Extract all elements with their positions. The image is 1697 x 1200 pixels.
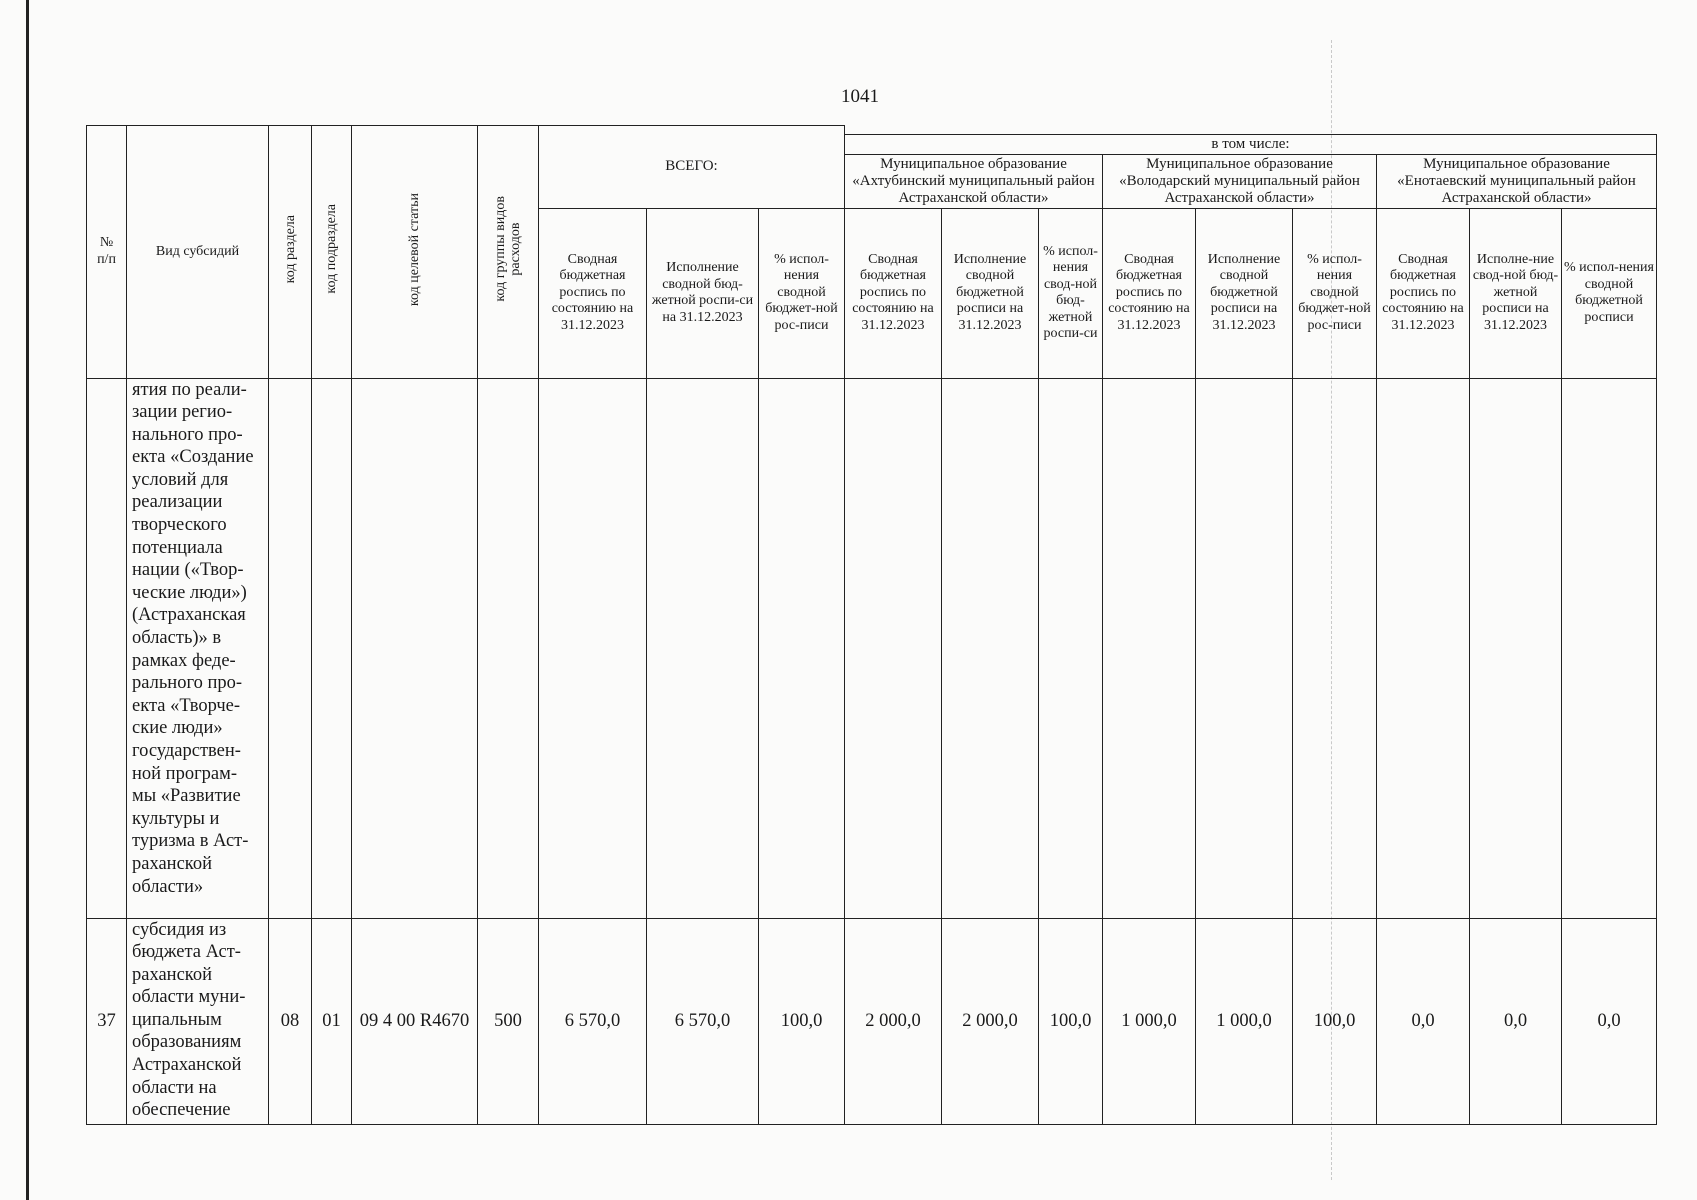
header-municipality-akhtubinsky: Муниципальное образование «Ахтубинский муниципальный район Астраханской области» [845, 154, 1103, 208]
row-akhtubinsky-exec [942, 378, 1039, 918]
row-akhtubinsky-exec: 2 000,0 [942, 918, 1039, 1124]
row-total-plan: 6 570,0 [539, 918, 647, 1124]
header-volodarsky-pct: % испол-нения сводной бюджет-ной рос-писи [1293, 208, 1377, 378]
row-enotaevsky-exec: 0,0 [1470, 918, 1562, 1124]
row-total-exec: 6 570,0 [647, 918, 759, 1124]
row-enotaevsky-exec [1470, 378, 1562, 918]
row-target-code [352, 378, 478, 918]
table-row [87, 918, 1657, 1124]
table-row [87, 378, 1657, 918]
header-spacer [845, 126, 1657, 135]
header-total-plan: Сводная бюджетная роспись по состоянию на 31.12.2023 [539, 208, 647, 378]
row-volodarsky-exec: 1 000,0 [1196, 918, 1293, 1124]
row-akhtubinsky-plan [845, 378, 942, 918]
header-total-pct: % испол-нения сводной бюджет-ной рос-писи [759, 208, 845, 378]
header-enotaevsky-plan: Сводная бюджетная роспись по состоянию на 31.12.2023 [1377, 208, 1470, 378]
header-total-exec: Исполнение сводной бюд-жетной роспи-си на 31.12.2023 [647, 208, 759, 378]
header-subsection-code: код подраздела [312, 126, 352, 379]
header-volodarsky-exec: Исполнение сводной бюджетной росписи на 31.12.2023 [1196, 208, 1293, 378]
header-total: ВСЕГО: [539, 126, 845, 209]
row-num [87, 378, 127, 918]
row-target-code: 09 4 00 R4670 [352, 918, 478, 1124]
row-volodarsky-plan [1103, 378, 1196, 918]
header-enotaevsky-exec: Исполне-ние свод-ной бюд-жетной росписи на 31.12.2023 [1470, 208, 1562, 378]
row-subsidy-name: ятия по реали- зации регио- нального про- екта «Создание условий для реализации творческого потенциала нации («Твор- ческие люди») (Астраханская область)» в рамках феде- рального про- екта «Творче- ские люди» государствен- ной програм- мы «Развитие культуры и туризма в Аст- раханской области» [127, 378, 269, 918]
header-akhtubinsky-exec: Исполнение сводной бюджетной росписи на 31.12.2023 [942, 208, 1039, 378]
row-total-plan [539, 378, 647, 918]
header-akhtubinsky-pct: % испол-нения свод-ной бюд-жетной роспи-си [1039, 208, 1103, 378]
header-volodarsky-plan: Сводная бюджетная роспись по состоянию на 31.12.2023 [1103, 208, 1196, 378]
header-target-code: код целевой статьи [352, 126, 478, 379]
row-subsection-code [312, 378, 352, 918]
row-enotaevsky-pct [1562, 378, 1657, 918]
row-akhtubinsky-plan: 2 000,0 [845, 918, 942, 1124]
header-section-code: код раздела [269, 126, 312, 379]
header-enotaevsky-pct: % испол-нения сводной бюджетной росписи [1562, 208, 1657, 378]
row-num: 37 [87, 918, 127, 1124]
row-expense-group: 500 [478, 918, 539, 1124]
row-subsidy-name: субсидия из бюджета Аст- раханской области муни- ципальным образованиям Астраханской области на обеспечение [127, 918, 269, 1124]
row-volodarsky-pct [1293, 378, 1377, 918]
row-total-pct [759, 378, 845, 918]
row-section-code [269, 378, 312, 918]
header-municipality-volodarsky: Муниципальное образование «Володарский муниципальный район Астраханской области» [1103, 154, 1377, 208]
row-volodarsky-plan: 1 000,0 [1103, 918, 1196, 1124]
header-type: Вид субсидий [127, 126, 269, 379]
row-section-code: 08 [269, 918, 312, 1124]
row-volodarsky-exec [1196, 378, 1293, 918]
header-row-1 [87, 126, 1657, 135]
row-total-pct: 100,0 [759, 918, 845, 1124]
subsidy-table [86, 125, 1657, 1125]
row-enotaevsky-plan [1377, 378, 1470, 918]
header-expense-group-code: код группы видов расходов [478, 126, 539, 379]
header-num: № п/п [87, 126, 127, 379]
row-enotaevsky-plan: 0,0 [1377, 918, 1470, 1124]
header-including: в том числе: [845, 134, 1657, 154]
row-enotaevsky-pct: 0,0 [1562, 918, 1657, 1124]
page-number: 1041 [841, 86, 879, 107]
row-volodarsky-pct: 100,0 [1293, 918, 1377, 1124]
row-akhtubinsky-pct: 100,0 [1039, 918, 1103, 1124]
subsidy-table-sheet [86, 125, 1657, 1125]
row-akhtubinsky-pct [1039, 378, 1103, 918]
header-municipality-enotaevsky: Муниципальное образование «Енотаевский муниципальный район Астраханской области» [1377, 154, 1657, 208]
header-akhtubinsky-plan: Сводная бюджетная роспись по состоянию на 31.12.2023 [845, 208, 942, 378]
row-subsection-code: 01 [312, 918, 352, 1124]
row-expense-group [478, 378, 539, 918]
binding-edge-line [26, 0, 29, 1200]
row-total-exec [647, 378, 759, 918]
